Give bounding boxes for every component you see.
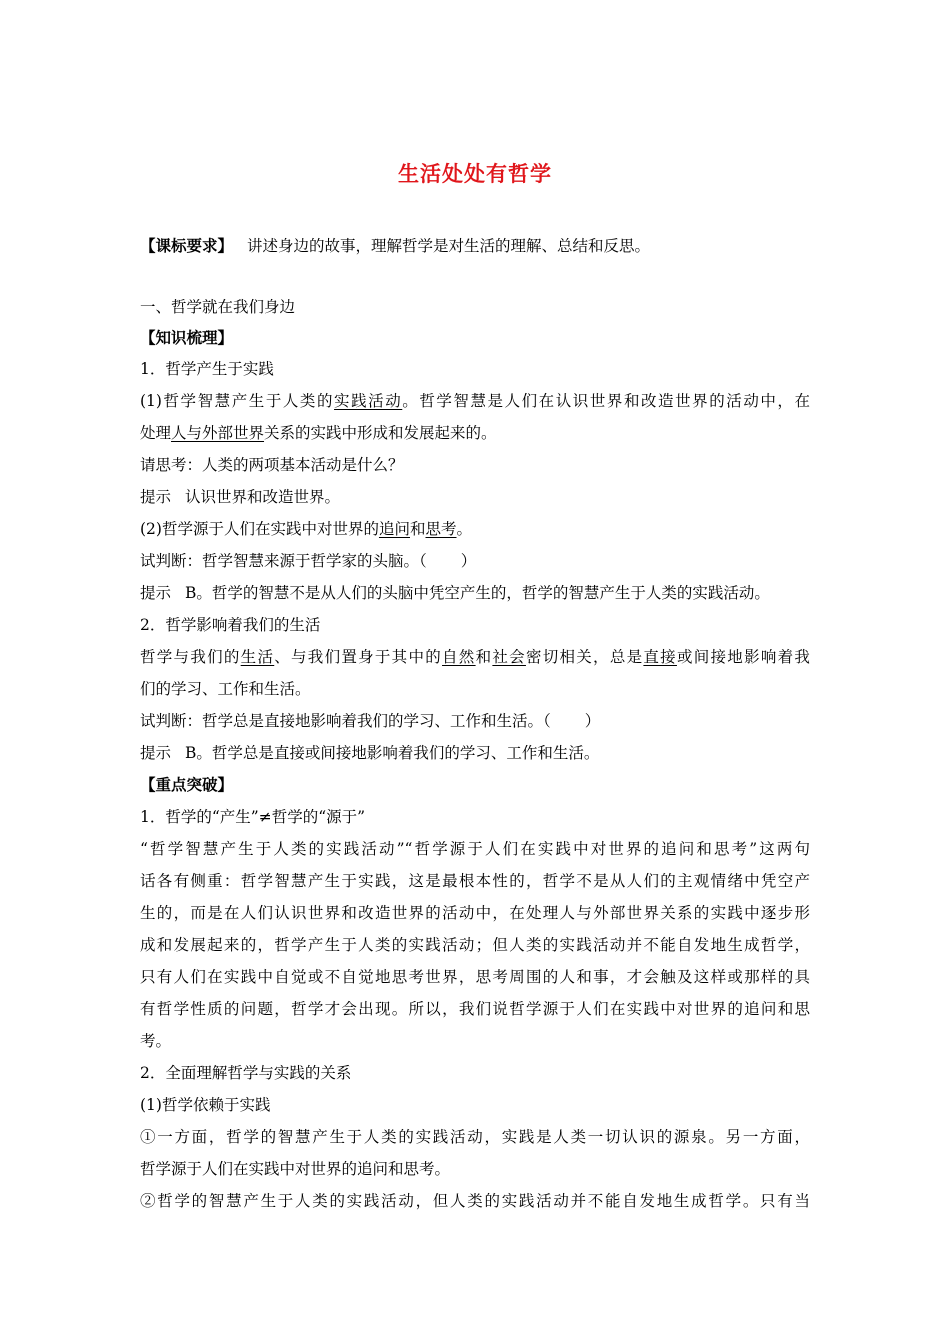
text-span: 试判断：哲学智慧来源于哲学家的头脑。（ <box>140 552 427 570</box>
paragraph-line <box>140 647 810 667</box>
paragraph-line: 有哲学性质的问题，哲学才会出现。所以，我们说哲学源于人们在实践中对世界的追问和思 <box>140 1000 810 1018</box>
hint-text: B。哲学的智慧不是从人们的头脑中凭空产生的，哲学的智慧产生于人类的实践活动。 <box>185 584 770 602</box>
hint-line <box>140 583 770 603</box>
paragraph-line: ①一方面，哲学的智慧产生于人类的实践活动，实践是人类一切认识的源泉。另一方面， <box>140 1128 810 1146</box>
text-span: (1)哲学智慧产生于人类的 <box>140 392 335 410</box>
curriculum-requirement <box>140 236 650 256</box>
requirement-text: 讲述身边的故事，理解哲学是对生活的理解、总结和反思。 <box>247 237 651 255</box>
think-question: 请思考：人类的两项基本活动是什么？ <box>140 456 404 474</box>
paragraph-line: 成和发展起来的，哲学产生于人类的实践活动；但人类的实践活动并不能自发地生成哲学， <box>140 936 810 954</box>
section-heading: 一、哲学就在我们身边 <box>140 298 296 316</box>
key-point-heading: 1．哲学的“产生”≠哲学的“源于” <box>140 808 366 826</box>
underlined-answer: 直接 <box>643 648 677 666</box>
underlined-answer: 人与外部世界 <box>171 424 265 442</box>
item-heading: 2．哲学影响着我们的生活 <box>140 616 321 634</box>
hint-text: B。哲学总是直接或间接地影响着我们的学习、工作和生活。 <box>185 744 600 762</box>
knowledge-label: 【知识梳理】 <box>140 328 234 347</box>
underlined-answer: 社会 <box>492 648 526 666</box>
hint-line <box>140 487 340 507</box>
text-span: 和 <box>409 520 426 538</box>
paragraph-line: “哲学智慧产生于人类的实践活动”“哲学源于人们在实践中对世界的追问和思考”这两句 <box>140 840 810 858</box>
key-point-heading: 2．全面理解哲学与实践的关系 <box>140 1064 352 1082</box>
page-title: 生活处处有哲学 <box>398 162 552 186</box>
paragraph-line <box>140 391 810 411</box>
text-span: 。哲学智慧是人们在认识世界和改造世界的活动中，在 <box>402 392 810 410</box>
paragraph-line <box>140 423 497 443</box>
judge-question <box>140 711 600 731</box>
hint-line <box>140 743 599 763</box>
requirement-label: 【课标要求】 <box>140 236 234 255</box>
key-points-label: 【重点突破】 <box>140 775 234 794</box>
hint-label: 提示 <box>140 584 172 602</box>
text-span: (2)哲学源于人们在实践中对世界的 <box>140 520 379 538</box>
judge-question <box>140 551 476 571</box>
sub-heading: (1)哲学依赖于实践 <box>140 1096 271 1114</box>
text-span: 试判断：哲学总是直接地影响着我们的学习、工作和生活。（ <box>140 712 551 730</box>
text-span: 、与我们置身于其中的 <box>274 648 443 666</box>
text-span: 关系的实践中形成和发展起来的。 <box>264 424 497 442</box>
underlined-answer: 追问 <box>378 520 410 538</box>
text-span: 或间接地影响着我 <box>676 648 810 666</box>
text-span: ） <box>460 552 477 570</box>
hint-text: 认识世界和改造世界。 <box>185 488 341 506</box>
text-span: ） <box>584 712 601 730</box>
hint-label: 提示 <box>140 744 172 762</box>
underlined-answer: 实践活动 <box>334 392 403 410</box>
paragraph-line: ②哲学的智慧产生于人类的实践活动，但人类的实践活动并不能自发地生成哲学。只有当 <box>140 1192 810 1210</box>
hint-label: 提示 <box>140 488 172 506</box>
item-heading: 1．哲学产生于实践 <box>140 360 274 378</box>
text-span: 处理 <box>140 424 172 442</box>
underlined-answer: 思考 <box>425 520 457 538</box>
paragraph-line <box>140 519 472 539</box>
text-span: 和 <box>475 648 493 666</box>
paragraph-line: 只有人们在实践中自觉或不自觉地思考世界，思考周围的人和事，才会触及这样或那样的具 <box>140 968 810 986</box>
paragraph-line: 哲学源于人们在实践中对世界的追问和思考。 <box>140 1160 451 1178</box>
paragraph-line: 话各有侧重：哲学智慧产生于实践，这是最根本性的，哲学不是从人们的主观情绪中凭空产 <box>140 872 810 890</box>
underlined-answer: 生活 <box>240 648 275 666</box>
text-span: 。 <box>456 520 473 538</box>
paragraph-line: 生的，而是在人们认识世界和改造世界的活动中，在处理人与外部世界关系的实践中逐步形 <box>140 904 810 922</box>
text-span: 密切相关，总是 <box>525 648 644 666</box>
text-span: 哲学与我们的 <box>140 648 241 666</box>
paragraph-line: 考。 <box>140 1032 172 1050</box>
underlined-answer: 自然 <box>442 648 476 666</box>
paragraph-line: 们的学习、工作和生活。 <box>140 680 311 698</box>
